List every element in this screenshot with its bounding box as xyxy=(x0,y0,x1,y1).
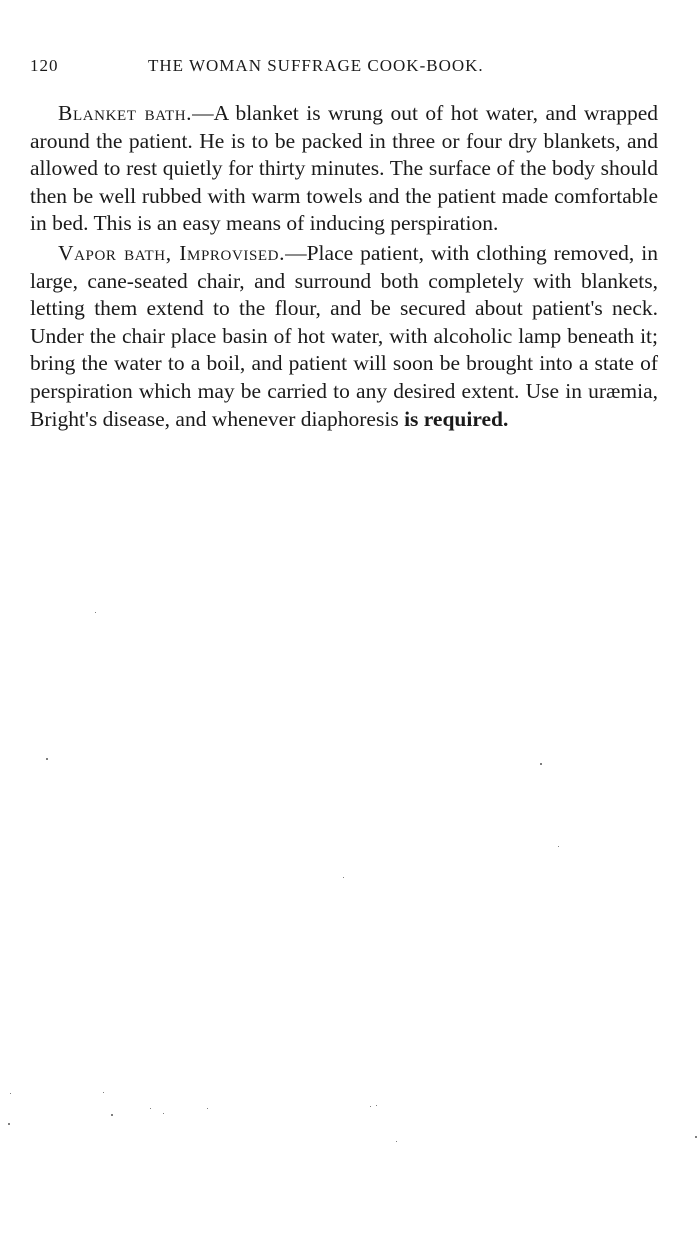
scan-speck xyxy=(558,846,559,847)
scan-speck xyxy=(95,612,96,613)
scan-speck xyxy=(376,1105,377,1106)
body-text xyxy=(30,100,658,433)
running-title: THE WOMAN SUFFRAGE COOK-BOOK. xyxy=(148,56,484,75)
scan-speck xyxy=(46,758,48,760)
scan-speck xyxy=(343,877,344,878)
emphasized-text: is required. xyxy=(404,406,509,431)
page-header xyxy=(30,56,664,80)
scan-speck xyxy=(150,1108,151,1109)
scan-speck xyxy=(695,1136,697,1138)
scan-speck xyxy=(111,1114,113,1116)
scan-speck xyxy=(207,1108,208,1109)
scan-speck xyxy=(163,1113,164,1114)
paragraph-blanket-bath xyxy=(30,100,658,238)
paragraph-text: —Place patient, with clothing removed, in large, cane-seated chair, and surround both completely with blankets, letting them extend to the flour, and be secured about patient's neck. Under the chair place basin of hot water, with alcoholic lamp beneath it; bring the water to a boil, and patient will soon be brought into a state of perspiration which may be carried to any desired extent. Use in uræmia, Bright's disease, and whenever diaphoresis is required. xyxy=(30,240,658,431)
page-number: 120 xyxy=(30,56,59,75)
scan-speck xyxy=(8,1123,10,1125)
paragraph-heading: Vapor bath, Improvised. xyxy=(58,240,286,265)
paragraph-text: —A blanket is wrung out of hot water, and wrapped around the patient. He is to be packed in three or four dry blankets, and allowed to rest quietly for thirty minutes. The surface of the body should then be well rubbed with warm towels and the patient made comfortable in bed. This is an easy means of inducing perspiration. xyxy=(30,101,658,236)
scan-speck xyxy=(396,1141,397,1142)
paragraph-vapor-bath xyxy=(30,240,658,433)
paragraph-heading: Blanket bath. xyxy=(58,101,193,125)
scan-speck xyxy=(103,1092,104,1093)
scan-speck xyxy=(370,1106,371,1107)
scan-speck xyxy=(540,763,542,765)
scan-speck xyxy=(10,1093,11,1094)
